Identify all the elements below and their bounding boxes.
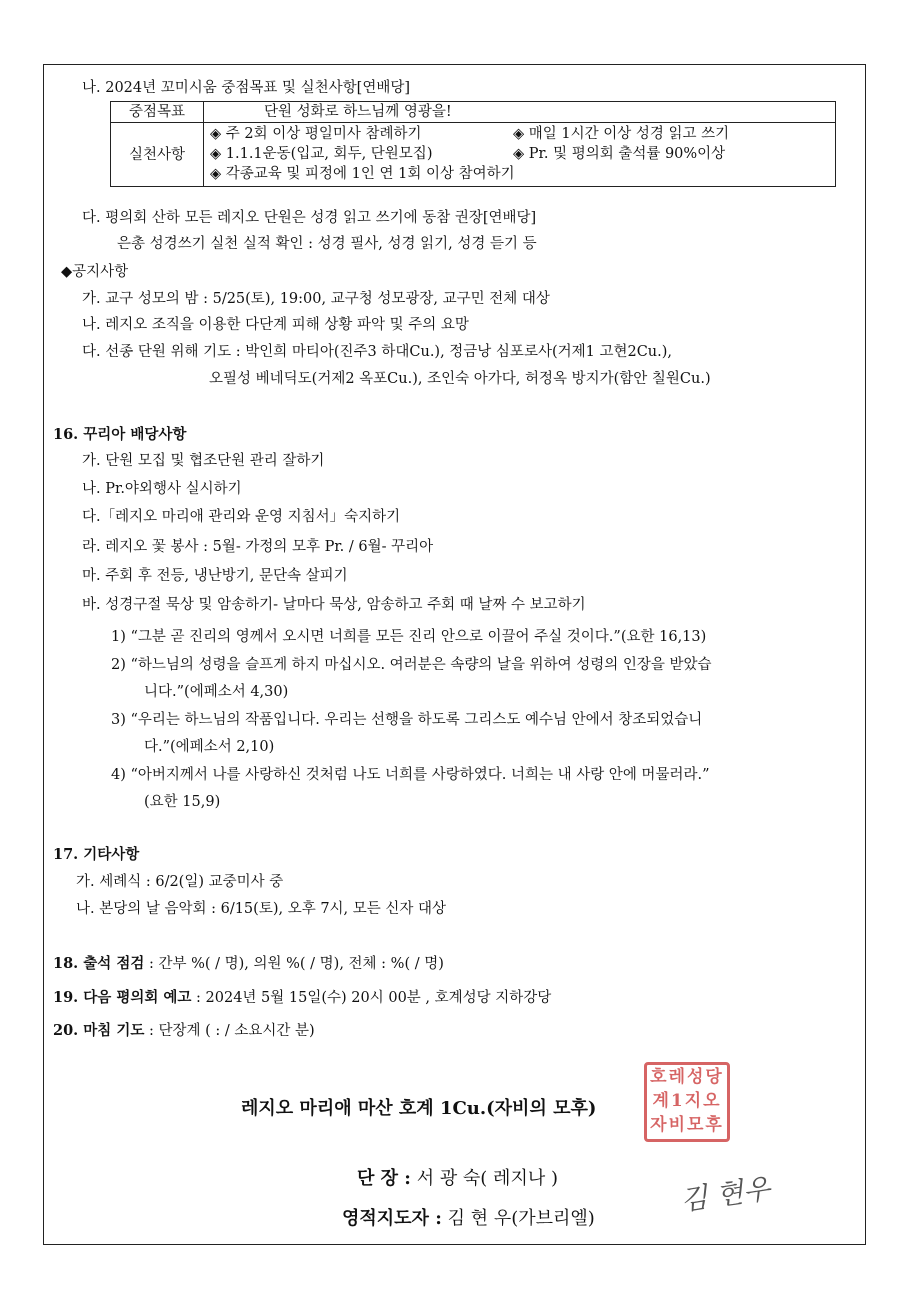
notice-item: 다. 선종 단원 위해 기도 : 박인희 마티아(진주3 하대Cu.), 정금낭 심포로사(거제1 고현2Cu.),: [82, 344, 673, 360]
section16-title: 16. 꾸리아 배당사항: [53, 426, 187, 443]
next-meeting-text: : 2024년 5월 15일(수) 20시 00분 , 호계성당 지하강당: [191, 990, 552, 1006]
goals-table: [110, 101, 836, 187]
practice-item: ◈ 각종교육 및 피정에 1인 연 1회 이상 참여하기: [210, 166, 515, 182]
verse: 1) “그분 곧 진리의 영께서 오시면 너희를 모든 진리 안으로 이끌어 주실 것이다.”(요한 16,13): [111, 629, 707, 645]
verse-continued: (요한 15,9): [144, 794, 221, 810]
notice-item-continued: 오필성 베네딕도(거제2 옥포Cu.), 조인숙 아가다, 허정옥 방지가(함안 칠원Cu.): [209, 371, 711, 387]
director-name: 김 현 우(가브리엘): [447, 1208, 595, 1229]
closing-prayer-row: [53, 1021, 315, 1041]
bible-item-line1: 다. 평의회 산하 모든 레지오 단원은 성경 읽고 쓰기에 동참 권장[연배당]: [82, 210, 537, 226]
red-seal-stamp: [644, 1062, 730, 1142]
section16-item: 다.「레지오 마리애 관리와 운영 지침서」숙지하기: [82, 509, 401, 525]
section17-item: 가. 세례식 : 6/2(일) 교중미사 중: [76, 874, 284, 890]
practice-item: ◈ 매일 1시간 이상 성경 읽고 쓰기: [513, 126, 730, 142]
bible-item-line2: 은총 성경쓰기 실천 실적 확인 : 성경 필사, 성경 읽기, 성경 듣기 등: [117, 236, 537, 252]
verse: 2) “하느님의 성령을 슬프게 하지 마십시오. 여러분은 속량의 날을 위하여 성령의 인장을 받았습: [111, 657, 712, 673]
verse-continued: 다.”(에페소서 2,10): [144, 739, 275, 755]
verse: 4) “아버지께서 나를 사랑하신 것처럼 나도 너희를 사랑하였다. 너희는 내 사랑 안에 머물러라.”: [111, 767, 710, 783]
leader-row: [357, 1167, 558, 1191]
attendance-row: [53, 954, 444, 974]
organization-name: 레지오 마리애 마산 호계 1Cu.(자비의 모후): [241, 1098, 597, 1119]
leader-name: 서 광 숙( 레지나 ): [416, 1168, 558, 1189]
verse: 3) “우리는 하느님의 작품입니다. 우리는 선행을 하도록 그리스도 예수님 안에서 창조되었습니: [111, 712, 703, 728]
focus-value: 단원 성화로 하느님께 영광을!: [204, 102, 836, 123]
practice-item: ◈ Pr. 및 평의회 출석률 90%이상: [513, 146, 726, 162]
practice-label: 실천사항: [111, 123, 204, 187]
section16-item: 가. 단원 모집 및 협조단원 관리 잘하기: [82, 453, 325, 469]
goals-heading: 나. 2024년 꼬미시움 중점목표 및 실천사항[연배당]: [82, 80, 410, 96]
attendance-label: 18. 출석 점검: [53, 955, 145, 972]
seal-line: 계1지오: [652, 1091, 722, 1111]
notice-title: ◆공지사항: [61, 264, 129, 280]
section16-item: 나. Pr.야외행사 실시하기: [82, 481, 242, 497]
practice-item: ◈ 주 2회 이상 평일미사 참례하기: [210, 126, 422, 142]
seal-line: 호레성당: [650, 1067, 724, 1087]
notice-item: 나. 레지오 조직을 이용한 다단계 피해 상황 파악 및 주의 요망: [82, 317, 469, 333]
section17-item: 나. 본당의 날 음악회 : 6/15(토), 오후 7시, 모든 신자 대상: [76, 901, 447, 917]
next-meeting-row: [53, 988, 551, 1008]
section17-title: 17. 기타사항: [53, 846, 140, 863]
focus-label: 중점목표: [111, 102, 204, 123]
section16-item: 라. 레지오 꽃 봉사 : 5월- 가정의 모후 Pr. / 6월- 꾸리아: [82, 539, 434, 555]
notice-item: 가. 교구 성모의 밤 : 5/25(토), 19:00, 교구청 성모광장, 교구민 전체 대상: [82, 291, 550, 307]
next-meeting-label: 19. 다음 평의회 예고: [53, 989, 192, 1006]
section16-item: 마. 주회 후 전등, 냉난방기, 문단속 살피기: [82, 568, 348, 584]
seal-line: 자비모후: [650, 1115, 724, 1135]
practice-item: ◈ 1.1.1운동(입교, 회두, 단원모집): [210, 146, 433, 162]
closing-prayer-text: : 단장계 ( : / 소요시간 분): [144, 1023, 315, 1039]
attendance-text: : 간부 %( / 명), 의원 %( / 명), 전체 : %( / 명): [144, 956, 444, 972]
closing-prayer-label: 20. 마침 기도: [53, 1022, 145, 1039]
director-row: [342, 1207, 595, 1231]
leader-label: 단 장 :: [357, 1168, 411, 1189]
handwritten-signature: 김 현우: [678, 1171, 773, 1218]
section16-item: 바. 성경구절 묵상 및 암송하기- 날마다 묵상, 암송하고 주회 때 날짜 수 보고하기: [82, 597, 586, 613]
practice-cell: [204, 123, 836, 187]
verse-continued: 니다.”(에페소서 4,30): [144, 684, 289, 700]
director-label: 영적지도자 :: [342, 1208, 442, 1229]
